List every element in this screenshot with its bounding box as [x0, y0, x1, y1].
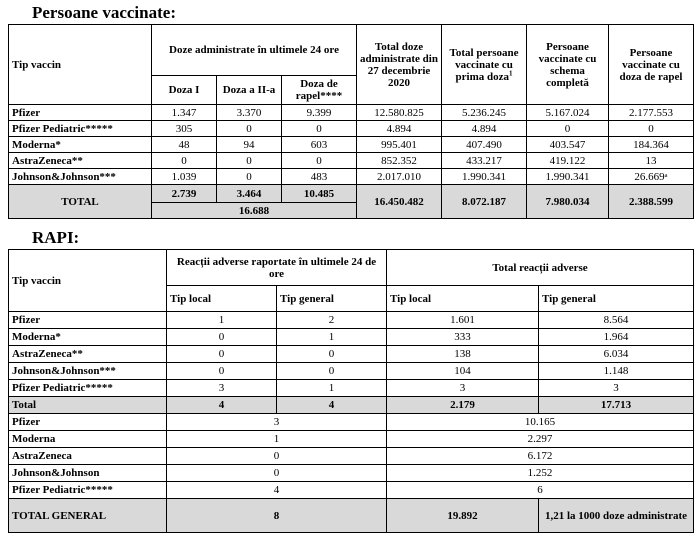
- total-24h-sum: 16.688: [152, 203, 357, 219]
- rapi-total-general: 17.713: [539, 397, 694, 414]
- total-booster-24h: 10.485: [282, 185, 357, 203]
- vaccine-name: AstraZeneca**: [9, 346, 167, 363]
- local-total: 1.601: [387, 312, 539, 329]
- booster-24h: 603: [282, 137, 357, 153]
- col-doses-24h: Doze administrate în ultimele 24 ore: [152, 25, 357, 76]
- total-doses: 995.401: [357, 137, 442, 153]
- total-doses: 12.580.825: [357, 105, 442, 121]
- total-doses: 2.017.010: [357, 169, 442, 185]
- rapi-col-24h: Reacții adverse raportate în ultimele 24 de ore: [167, 250, 387, 286]
- first-dose-persons: 433.217: [442, 153, 527, 169]
- dose2-24h: 3.370: [217, 105, 282, 121]
- total-doses: 852.352: [357, 153, 442, 169]
- dose2-24h: 0: [217, 121, 282, 137]
- rapi-col-local-24h: Tip local: [167, 286, 277, 312]
- combined-total: 1.252: [387, 465, 694, 482]
- local-24h: 0: [167, 329, 277, 346]
- rapi-col-general-total: Tip general: [539, 286, 694, 312]
- local-total: 138: [387, 346, 539, 363]
- booster-24h: 0: [282, 153, 357, 169]
- first-dose-persons: 407.490: [442, 137, 527, 153]
- combined-24h: 0: [167, 465, 387, 482]
- rapi-col-general-24h: Tip general: [277, 286, 387, 312]
- booster-persons: 26.669ᵃ: [609, 169, 694, 185]
- table-row: [9, 363, 694, 380]
- local-24h: 0: [167, 346, 277, 363]
- col-booster: Doza de rapel****: [282, 76, 357, 105]
- rapi-col-vaccine-type: Tip vaccin: [9, 250, 167, 312]
- first-dose-persons: 1.990.341: [442, 169, 527, 185]
- local-total: 333: [387, 329, 539, 346]
- combined-24h: 1: [167, 431, 387, 448]
- vaccine-name: Pfizer: [9, 105, 152, 121]
- vaccinated-heading: Persoane vaccinate:: [32, 3, 176, 22]
- vaccine-name: Johnson&Johnson***: [9, 169, 152, 185]
- vaccine-name: AstraZeneca: [9, 448, 167, 465]
- table-row: [9, 448, 694, 465]
- booster-persons: 13: [609, 153, 694, 169]
- dose1-24h: 48: [152, 137, 217, 153]
- table-row: [9, 346, 694, 363]
- vaccine-name: Pfizer Pediatric*****: [9, 380, 167, 397]
- col-full-schedule: Persoane vaccinate cu schema completă: [527, 25, 609, 105]
- complete-schedule-persons: 403.547: [527, 137, 609, 153]
- booster-24h: 9.399: [282, 105, 357, 121]
- combined-24h: 0: [167, 448, 387, 465]
- dose1-24h: 305: [152, 121, 217, 137]
- col-total-doses: Total doze administrate din 27 decembrie 2020: [357, 25, 442, 105]
- first-dose-persons: 4.894: [442, 121, 527, 137]
- vaccine-name: Moderna*: [9, 137, 152, 153]
- total-label: TOTAL: [9, 185, 152, 219]
- rapi-total-label: Total: [9, 397, 167, 414]
- complete-schedule-persons: 1.990.341: [527, 169, 609, 185]
- vaccine-name: Moderna: [9, 431, 167, 448]
- col-dose1: Doza I: [152, 76, 217, 105]
- local-24h: 1: [167, 312, 277, 329]
- table-row: [9, 465, 694, 482]
- vaccine-name: Moderna*: [9, 329, 167, 346]
- rapi-table: [8, 249, 694, 533]
- vaccinated-table: [8, 24, 694, 219]
- general-total: 8.564: [539, 312, 694, 329]
- table-row: [9, 329, 694, 346]
- complete-schedule-persons: 419.122: [527, 153, 609, 169]
- total-dose2: 3.464: [217, 185, 282, 203]
- table-row: [9, 121, 694, 137]
- dose1-24h: 1.347: [152, 105, 217, 121]
- table-row: [9, 414, 694, 431]
- vaccine-name: Johnson&Johnson: [9, 465, 167, 482]
- combined-total: 6: [387, 482, 694, 499]
- table-row: [9, 380, 694, 397]
- general-24h: 1: [277, 329, 387, 346]
- rapi-total-local-24h: 4: [167, 397, 277, 414]
- table-row: [9, 312, 694, 329]
- general-total: 1.964: [539, 329, 694, 346]
- table-row: [9, 105, 694, 121]
- col-vaccine-type: Tip vaccin: [9, 25, 152, 105]
- local-total: 104: [387, 363, 539, 380]
- first-dose-persons: 5.236.245: [442, 105, 527, 121]
- rapi-col-local-total: Tip local: [387, 286, 539, 312]
- combined-total: 10.165: [387, 414, 694, 431]
- total-doses-all: 16.450.482: [357, 185, 442, 219]
- combined-total: 2.297: [387, 431, 694, 448]
- footnote-marker: 1: [509, 68, 513, 77]
- vaccine-name: Pfizer Pediatric*****: [9, 482, 167, 499]
- rapi-total-general-24h: 4: [277, 397, 387, 414]
- grand-total-label: TOTAL GENERAL: [9, 499, 167, 533]
- grand-total-all: 19.892: [387, 499, 539, 533]
- general-24h: 0: [277, 346, 387, 363]
- col-dose2: Doza a II-a: [217, 76, 282, 105]
- combined-24h: 4: [167, 482, 387, 499]
- total-booster: 2.388.599: [609, 185, 694, 219]
- table-row: [9, 169, 694, 185]
- general-24h: 1: [277, 380, 387, 397]
- vaccine-name: Johnson&Johnson***: [9, 363, 167, 380]
- table-row: [9, 482, 694, 499]
- dose2-24h: 0: [217, 153, 282, 169]
- local-24h: 3: [167, 380, 277, 397]
- total-doses: 4.894: [357, 121, 442, 137]
- complete-schedule-persons: 0: [527, 121, 609, 137]
- vaccine-name: Pfizer Pediatric*****: [9, 121, 152, 137]
- booster-24h: 0: [282, 121, 357, 137]
- dose1-24h: 0: [152, 153, 217, 169]
- local-total: 3: [387, 380, 539, 397]
- complete-schedule-persons: 5.167.024: [527, 105, 609, 121]
- table-row: [9, 153, 694, 169]
- local-24h: 0: [167, 363, 277, 380]
- vaccine-name: Pfizer: [9, 414, 167, 431]
- table-row: [9, 137, 694, 153]
- booster-persons: 184.364: [609, 137, 694, 153]
- booster-24h: 483: [282, 169, 357, 185]
- booster-persons: 2.177.553: [609, 105, 694, 121]
- dose2-24h: 0: [217, 169, 282, 185]
- col-first-dose: [442, 25, 527, 105]
- total-first-dose: 8.072.187: [442, 185, 527, 219]
- rapi-heading: RAPI:: [32, 228, 80, 247]
- general-24h: 2: [277, 312, 387, 329]
- general-total: 1.148: [539, 363, 694, 380]
- col-booster-total: Persoane vaccinate cu doza de rapel: [609, 25, 694, 105]
- dose2-24h: 94: [217, 137, 282, 153]
- general-total: 3: [539, 380, 694, 397]
- table-row: [9, 431, 694, 448]
- general-24h: 0: [277, 363, 387, 380]
- col-first-dose-label: Total persoane vaccinate cu prima doza: [449, 46, 519, 83]
- booster-persons: 0: [609, 121, 694, 137]
- grand-total-24h: 8: [167, 499, 387, 533]
- total-complete: 7.980.034: [527, 185, 609, 219]
- total-dose1: 2.739: [152, 185, 217, 203]
- combined-total: 6.172: [387, 448, 694, 465]
- vaccine-name: Pfizer: [9, 312, 167, 329]
- grand-total-rate: 1,21 la 1000 doze administrate: [539, 499, 694, 533]
- vaccine-name: AstraZeneca**: [9, 153, 152, 169]
- combined-24h: 3: [167, 414, 387, 431]
- general-total: 6.034: [539, 346, 694, 363]
- rapi-col-total: Total reacții adverse: [387, 250, 694, 286]
- dose1-24h: 1.039: [152, 169, 217, 185]
- rapi-total-local: 2.179: [387, 397, 539, 414]
